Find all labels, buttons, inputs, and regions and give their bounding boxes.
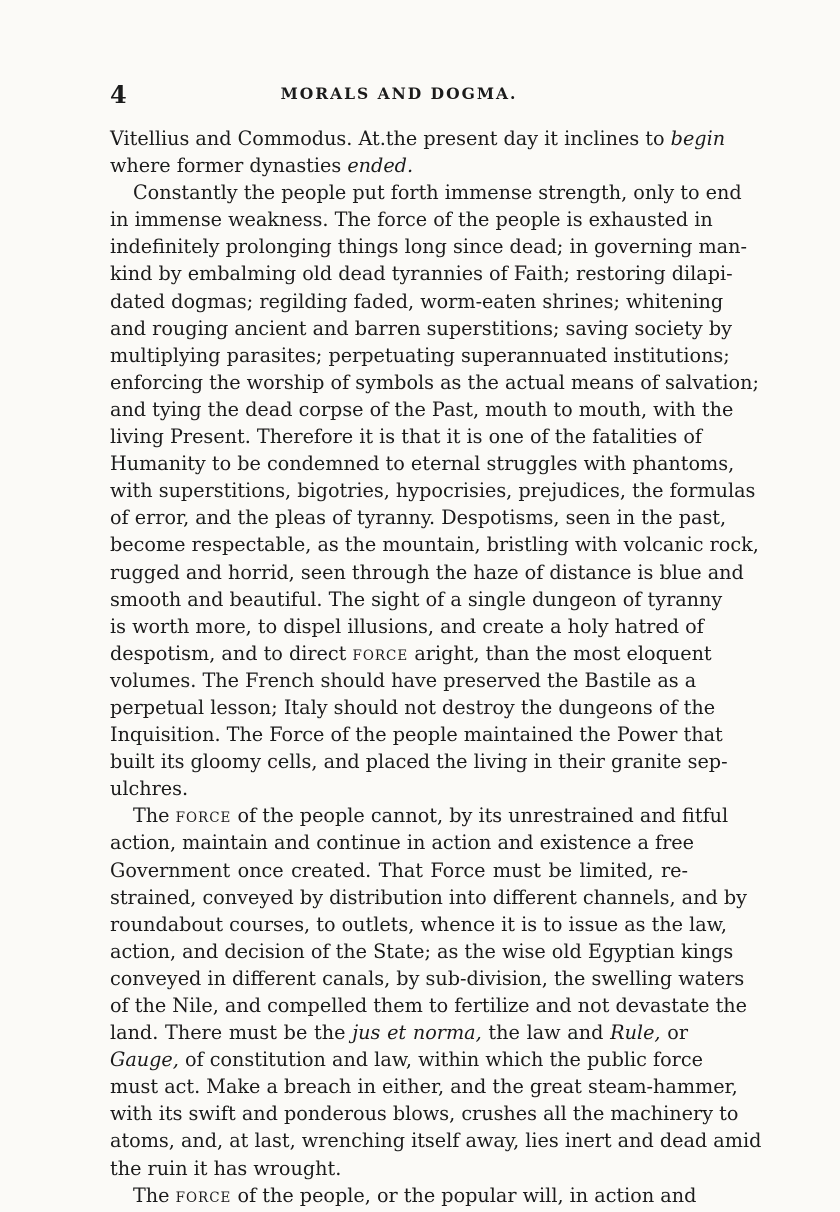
- text-segment: or: [660, 1021, 688, 1045]
- text-segment: Government once created. That Force must be limited, re-: [110, 858, 688, 882]
- text-segment: indefinitely prolonging things long since dead; in governing man-: [110, 235, 747, 259]
- text-line: [110, 504, 727, 531]
- text-segment: Constantly the people put forth immense strength, only to end: [133, 181, 742, 205]
- text-segment: the law and: [481, 1021, 611, 1045]
- text-segment: ulchres.: [110, 777, 189, 801]
- text-line: [110, 938, 734, 965]
- text-segment: built its gloomy cells, and placed the living in their granite sep-: [110, 750, 728, 774]
- text-line: [110, 288, 724, 315]
- text-line: [110, 667, 697, 694]
- text-segment: of the people, or the popular will, in action and: [231, 1183, 697, 1207]
- text-segment: of the Nile, and compelled them to fertilize and not devastate the: [110, 994, 748, 1017]
- text-segment: aright, than the most eloquent: [408, 641, 712, 665]
- text-line: [110, 613, 704, 640]
- text-segment: is worth more, to dispel illusions, and create a holy hatred of: [110, 614, 704, 638]
- text-segment: in immense weakness. The force of the people is exhausted in: [110, 208, 713, 232]
- text-line: [110, 1182, 697, 1209]
- italic-text: Rule,: [610, 1021, 661, 1045]
- text-line: [110, 531, 759, 558]
- text-line: [110, 586, 723, 613]
- text-line: [110, 1127, 762, 1154]
- text-line: [110, 179, 742, 206]
- text-segment: Vitellius and Commodus. At.the present day it inclines to: [110, 127, 671, 150]
- text-segment: dated dogmas; regilding faded, worm-eaten shrines; whitening: [110, 289, 724, 313]
- text-segment: strained, conveyed by distribution into different channels, and by: [110, 885, 747, 909]
- text-line: [110, 1019, 688, 1046]
- italic-text: jus et norma,: [352, 1021, 482, 1045]
- italic-text: ended.: [347, 154, 414, 178]
- text-segment: rugged and horrid, seen through the haze of distance is blue and: [110, 560, 744, 584]
- text-segment: smooth and beautiful. The sight of a single dungeon of tyranny: [110, 587, 723, 611]
- text-segment: roundabout courses, to outlets, whence it is to issue as the law,: [110, 912, 727, 936]
- text-line: [110, 1073, 738, 1100]
- text-line: [110, 775, 688, 802]
- text-line: [110, 992, 748, 1019]
- text-line: [110, 829, 694, 856]
- text-segment: perpetual lesson; Italy should not destroy the dungeons of the: [110, 695, 716, 719]
- text-segment: of error, and the pleas of tyranny. Despotisms, seen in the past,: [110, 506, 727, 530]
- text-segment: The: [133, 804, 176, 828]
- italic-text: Gauge,: [110, 1048, 179, 1072]
- text-line: [110, 911, 727, 938]
- text-segment: multiplying parasites; perpetuating superannuated institutions;: [110, 343, 730, 367]
- text-segment: with superstitions, bigotries, hypocrisies, prejudices, the formulas: [110, 479, 756, 503]
- page-number: 4: [110, 80, 127, 109]
- text-segment: where former dynasties: [110, 154, 348, 178]
- body-text: [110, 125, 762, 1209]
- text-segment: volumes. The French should have preserved the Bastile as a: [110, 668, 697, 692]
- text-segment: living Present. Therefore it is that it is one of the fatalities of: [110, 425, 702, 449]
- text-segment: despotism, and to direct: [110, 641, 353, 665]
- text-segment: the ruin it has wrought.: [110, 1156, 342, 1180]
- text-line: [110, 396, 734, 423]
- small-caps-word: FORCE: [352, 647, 409, 664]
- text-line: [110, 748, 728, 775]
- text-segment: kind by embalming old dead tyrannies of Faith; restoring dilapi-: [110, 262, 733, 286]
- text-line: [110, 640, 712, 667]
- text-segment: must act. Make a breach in either, and the great steam-hammer,: [110, 1075, 738, 1099]
- text-line: [110, 721, 723, 748]
- text-segment: action, and decision of the State; as the wise old Egyptian kings: [110, 939, 734, 963]
- text-segment: with its swift and ponderous blows, crushes all the machinery to: [110, 1102, 739, 1126]
- text-line: [110, 694, 716, 721]
- text-segment: atoms, and, at last, wrenching itself away, lies inert and dead amid: [110, 1129, 762, 1153]
- text-line: [110, 315, 732, 342]
- text-segment: Inquisition. The Force of the people maintained the Power that: [110, 723, 723, 747]
- small-caps-word: FORCE: [175, 810, 232, 827]
- text-line: [110, 152, 688, 179]
- text-line: [110, 260, 733, 287]
- running-head: MORALS AND DOGMA.: [280, 84, 518, 103]
- text-segment: become respectable, as the mountain, bristling with volcanic rock,: [110, 533, 759, 557]
- text-segment: and tying the dead corpse of the Past, mouth to mouth, with the: [110, 397, 734, 421]
- text-segment: of the people cannot, by its unrestrained and fitful: [231, 804, 729, 828]
- text-segment: and rouging ancient and barren superstitions; saving society by: [110, 316, 732, 340]
- italic-text: begin: [670, 127, 726, 150]
- text-line: [110, 342, 730, 369]
- text-line: [110, 802, 729, 829]
- text-line: [110, 423, 702, 450]
- text-line: [110, 965, 745, 992]
- text-segment: conveyed in different canals, by sub-division, the swelling waters: [110, 966, 745, 990]
- small-caps-word: FORCE: [175, 1189, 232, 1206]
- text-line: [110, 1100, 739, 1127]
- text-line: [110, 857, 688, 884]
- text-line: [110, 233, 747, 260]
- text-line: [110, 477, 756, 504]
- text-segment: land. There must be the: [110, 1021, 353, 1045]
- text-line: [110, 369, 759, 396]
- text-line: [110, 559, 744, 586]
- text-segment: The: [133, 1183, 176, 1207]
- text-segment: Humanity to be condemned to eternal struggles with phantoms,: [110, 452, 735, 476]
- text-line: [110, 884, 747, 911]
- text-line: [110, 1155, 688, 1182]
- text-segment: of constitution and law, within which the public force: [178, 1048, 703, 1072]
- text-segment: enforcing the worship of symbols as the actual means of salvation;: [110, 370, 759, 394]
- text-line: [110, 125, 726, 152]
- page-header: [110, 80, 688, 110]
- text-line: [110, 206, 713, 233]
- text-line: [110, 450, 735, 477]
- text-segment: action, maintain and continue in action and existence a free: [110, 831, 694, 855]
- text-line: [110, 1046, 703, 1073]
